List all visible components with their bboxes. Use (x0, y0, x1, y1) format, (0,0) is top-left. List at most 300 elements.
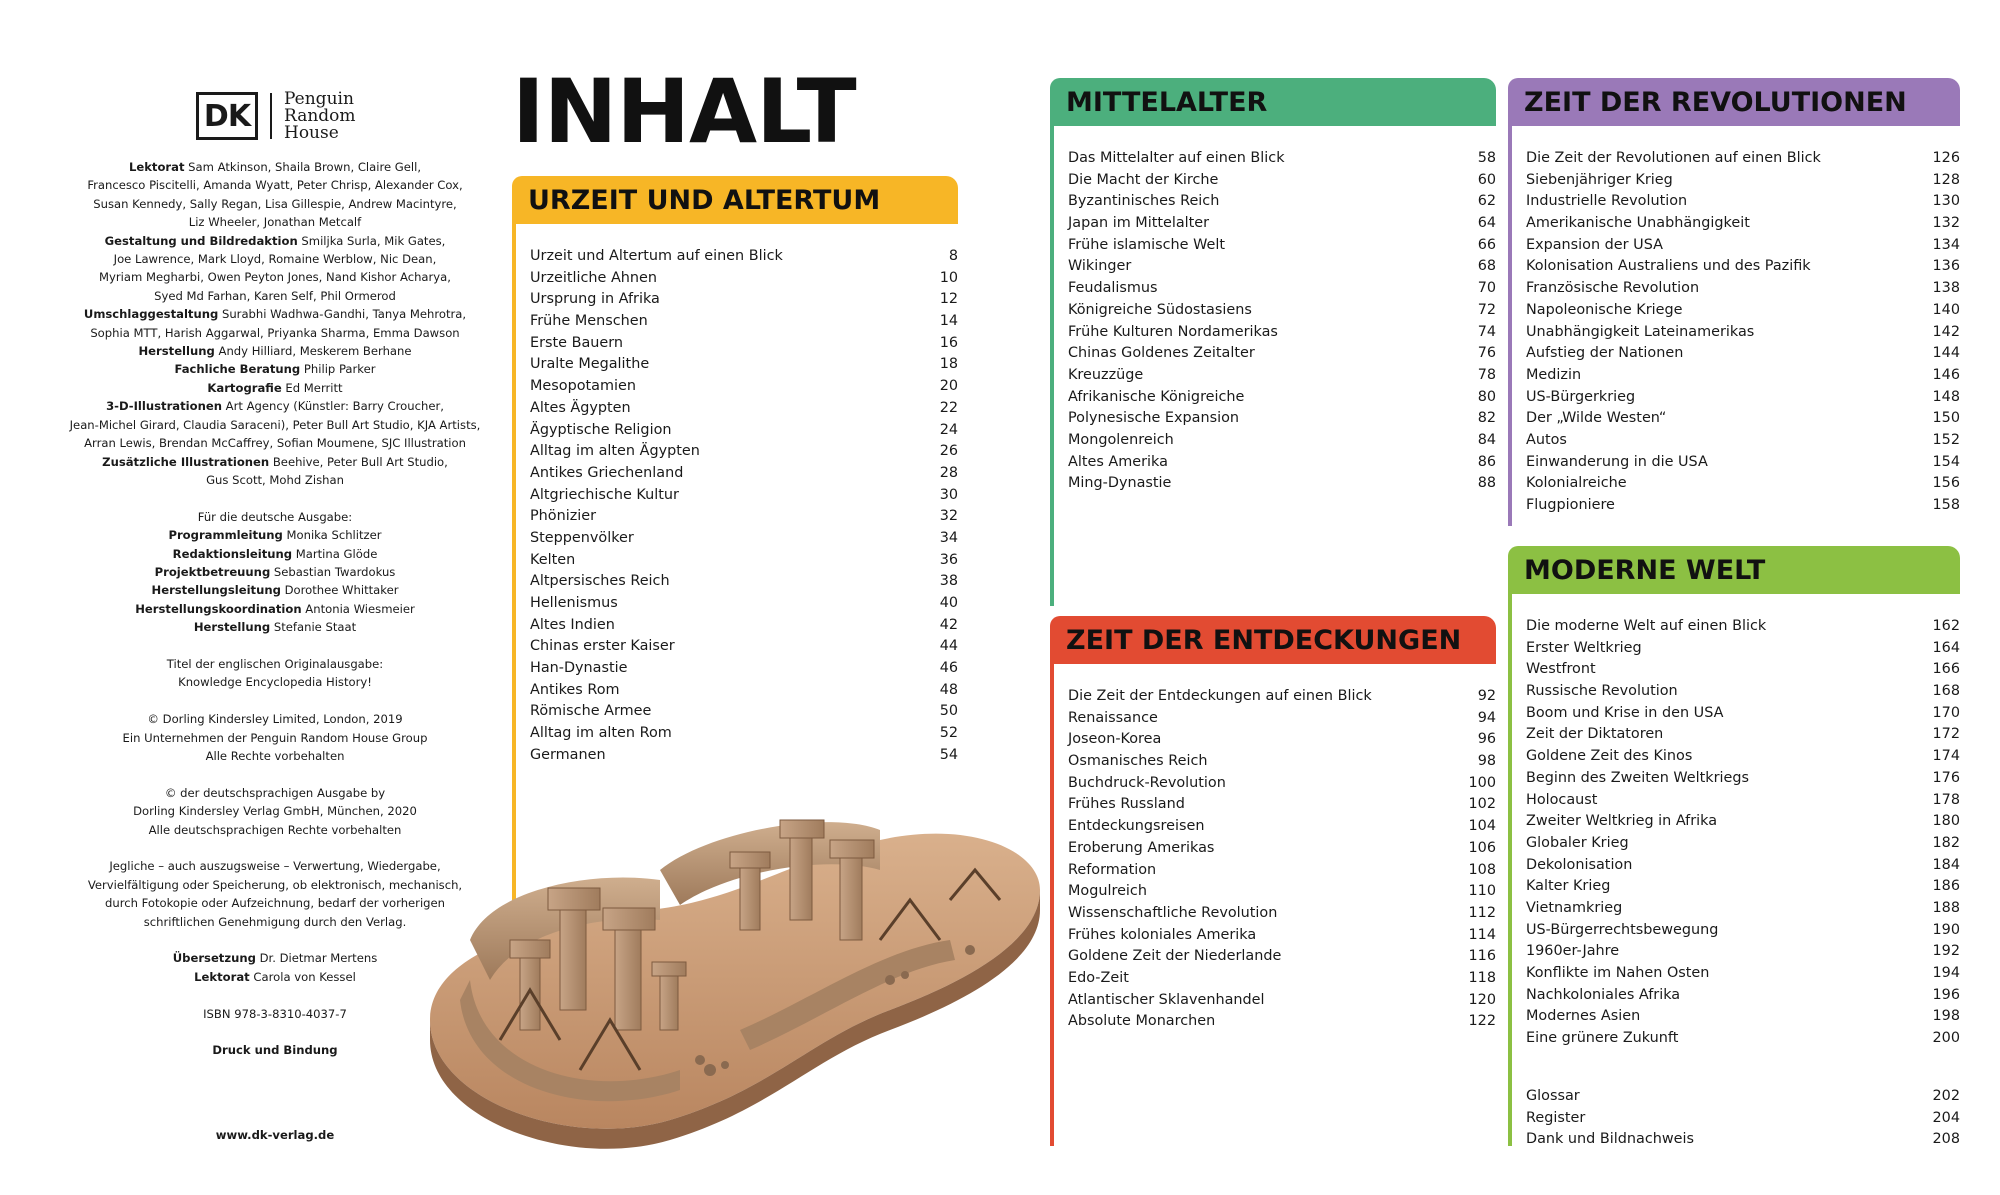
toc-entry[interactable] (1068, 278, 1496, 300)
toc-entry[interactable] (1526, 408, 1960, 430)
toc-entry[interactable] (1526, 1129, 1960, 1151)
imprint-names: Ed Merritt (281, 380, 343, 395)
toc-entry-title: 1960er-Jahre (1526, 943, 1620, 960)
toc-entry-page: 72 (1477, 301, 1496, 318)
imprint-line (60, 379, 490, 397)
logo-divider (270, 93, 272, 139)
section-heading: ZEIT DER ENTDECKUNGEN (1050, 616, 1496, 664)
imprint-names: Andy Hilliard, Meskerem Berhane (214, 344, 412, 359)
toc-entry[interactable] (1068, 925, 1496, 947)
toc-entry-page: 192 (1932, 943, 1960, 960)
imprint-line (60, 563, 490, 581)
toc-entry[interactable] (1526, 191, 1960, 213)
toc-entry-page: 202 (1932, 1088, 1960, 1104)
toc-entry-title: Phönizier (530, 508, 597, 525)
toc-entry-title: Goldene Zeit des Kinos (1526, 748, 1693, 765)
toc-entry-page: 196 (1932, 986, 1960, 1003)
toc-entry-page: 116 (1468, 948, 1496, 965)
toc-entry-title: Flugpioniere (1526, 497, 1615, 513)
imprint-line (60, 747, 490, 765)
imprint-line (60, 158, 490, 176)
toc-entry[interactable] (1526, 170, 1960, 192)
toc-entry-title: Dank und Bildnachweis (1526, 1131, 1694, 1148)
toc-entry[interactable] (1526, 638, 1960, 660)
toc-entry[interactable] (1526, 213, 1960, 235)
toc-entry[interactable] (1068, 686, 1496, 708)
toc-entry-page: 8 (948, 248, 958, 264)
toc-entry-title: Einwanderung in die USA (1526, 453, 1708, 470)
toc-entry[interactable] (530, 593, 958, 615)
toc-entry-page: 88 (1477, 475, 1496, 492)
imprint-names: Jegliche – auch auszugsweise – Verwertung, Wiedergabe, (109, 859, 441, 874)
imprint-role: Druck und Bindung (212, 1043, 338, 1058)
toc-entry[interactable] (1526, 322, 1960, 344)
imprint-names: Smiljka Surla, Mik Gates, (297, 233, 446, 248)
toc-entry-page: 30 (939, 486, 958, 503)
toc-entry-page: 94 (1477, 709, 1496, 726)
toc-entry-title: Altpersisches Reich (530, 573, 670, 590)
imprint-names: Arran Lewis, Brendan McCaffrey, Sofian Moumene, SJC Illustration (84, 436, 466, 451)
toc-entry-page: 106 (1468, 839, 1496, 856)
toc-entry[interactable] (530, 571, 958, 593)
toc-entry[interactable] (1526, 1006, 1960, 1028)
toc-entry[interactable] (1068, 170, 1496, 192)
toc-entry-page: 96 (1477, 731, 1496, 748)
toc-entry-title: Konflikte im Nahen Osten (1526, 965, 1710, 981)
imprint-role: Herstellung (138, 344, 215, 359)
toc-entry[interactable] (530, 701, 958, 723)
toc-entry-page: 164 (1932, 639, 1960, 656)
section-urzeit-und-altertum (512, 176, 958, 763)
imprint-role: Zusätzliche Illustrationen (102, 454, 270, 469)
toc-entry-page: 66 (1477, 236, 1496, 253)
toc-entry[interactable] (1526, 724, 1960, 746)
toc-entry[interactable] (1068, 946, 1496, 968)
toc-entry-page: 134 (1932, 236, 1960, 253)
toc-entry-title: Kreuzzüge (1068, 366, 1144, 383)
toc-entry-title: Autos (1526, 431, 1567, 448)
toc-entry[interactable] (1068, 387, 1496, 409)
section-rule (1508, 126, 1512, 526)
toc-entry[interactable] (1068, 794, 1496, 816)
toc-list (1068, 686, 1496, 1033)
toc-entry[interactable] (1068, 408, 1496, 430)
toc-entry-title: Reformation (1068, 861, 1157, 878)
toc-entry-title: Urzeit und Altertum auf einen Blick (530, 248, 783, 264)
toc-entry-title: Unabhängigkeit Lateinamerikas (1526, 323, 1755, 340)
toc-entry[interactable] (530, 420, 958, 442)
toc-entry[interactable] (1068, 860, 1496, 882)
imprint-names: Titel der englischen Originalausgabe: (166, 656, 384, 671)
section-heading: URZEIT UND ALTERTUM (512, 176, 958, 224)
toc-entry[interactable] (1526, 768, 1960, 790)
toc-entry[interactable] (530, 636, 958, 658)
imprint-line (60, 416, 490, 434)
imprint-names: Susan Kennedy, Sally Regan, Lisa Gillespie, Andrew Macintyre, (93, 196, 457, 211)
toc-entry[interactable] (1068, 816, 1496, 838)
toc-entry[interactable] (1526, 495, 1960, 517)
imprint-names: Dorothee Whittaker (280, 583, 399, 598)
toc-entry[interactable] (1068, 343, 1496, 365)
toc-entry-page: 86 (1477, 453, 1496, 470)
toc-entry[interactable] (1526, 855, 1960, 877)
toc-entry-title: Mogulreich (1068, 883, 1147, 900)
imprint-names: Liz Wheeler, Jonathan Metcalf (188, 215, 362, 230)
section-rule (1050, 126, 1054, 606)
toc-entry[interactable] (1526, 920, 1960, 942)
imprint-names: Surabhi Wadhwa-Gandhi, Tanya Mehrotra, (218, 307, 467, 322)
toc-entry-title: Ägyptische Religion (530, 421, 672, 438)
toc-entry[interactable] (1526, 1108, 1960, 1130)
toc-entry-title: Wissenschaftliche Revolution (1068, 904, 1278, 921)
toc-entry[interactable] (530, 376, 958, 398)
imprint-role: 3-D-Illustrationen (106, 399, 222, 414)
toc-entry-page: 152 (1932, 431, 1960, 448)
toc-entry-page: 20 (939, 378, 958, 395)
toc-entry-page: 102 (1468, 796, 1496, 813)
toc-entry-page: 140 (1932, 301, 1960, 318)
toc-entry[interactable] (530, 528, 958, 550)
toc-entry-title: Die moderne Welt auf einen Blick (1526, 618, 1767, 634)
imprint-line (60, 600, 490, 618)
toc-entry-page: 12 (939, 291, 958, 308)
imprint-role: Übersetzung (172, 951, 256, 966)
imprint-spacer (60, 489, 490, 507)
toc-entry[interactable] (1068, 990, 1496, 1012)
toc-entry[interactable] (530, 658, 958, 680)
toc-entry[interactable] (1526, 659, 1960, 681)
toc-entry[interactable] (530, 398, 958, 420)
toc-entry[interactable] (530, 745, 958, 767)
toc-entry-title: Uralte Megalithe (530, 356, 650, 373)
toc-entry[interactable] (1068, 1011, 1496, 1033)
penguin-random-house-text (284, 88, 356, 143)
toc-entry-page: 148 (1932, 388, 1960, 405)
toc-entry-title: Altes Amerika (1068, 453, 1168, 470)
toc-entry[interactable] (1526, 963, 1960, 985)
logo-text-line: House (284, 122, 339, 143)
toc-entry-page: 18 (939, 356, 958, 373)
toc-entry-page: 82 (1477, 410, 1496, 427)
toc-entry[interactable] (530, 289, 958, 311)
toc-entry-page: 44 (939, 638, 958, 655)
toc-entry[interactable] (1068, 708, 1496, 730)
imprint-names: Knowledge Encyclopedia History! (178, 675, 372, 690)
toc-entry-title: Chinas erster Kaiser (530, 638, 675, 655)
toc-entry-page: 208 (1932, 1131, 1960, 1148)
imprint-names: Martina Glöde (292, 546, 378, 561)
imprint-line (60, 324, 490, 342)
toc-entry-title: Antikes Rom (530, 681, 620, 698)
imprint-role: Umschlaggestaltung (83, 307, 219, 322)
toc-entry-title: Siebenjähriger Krieg (1526, 171, 1673, 188)
toc-entry-page: 98 (1477, 753, 1496, 770)
imprint-line (60, 232, 490, 250)
toc-entry-page: 108 (1468, 861, 1496, 878)
toc-entry-page: 62 (1477, 193, 1496, 210)
imprint-names: Ein Unternehmen der Penguin Random House Group (122, 730, 428, 745)
toc-entry-title: Ursprung in Afrika (530, 291, 660, 308)
toc-entry[interactable] (1068, 256, 1496, 278)
toc-entry-page: 50 (939, 703, 958, 720)
toc-entry-title: Die Macht der Kirche (1068, 171, 1219, 188)
toc-entry-page: 136 (1932, 258, 1960, 275)
toc-entry[interactable] (530, 550, 958, 572)
toc-entry[interactable] (1068, 903, 1496, 925)
toc-entry-title: Nachkoloniales Afrika (1526, 986, 1681, 1003)
toc-entry-title: Boom und Krise in den USA (1526, 704, 1724, 721)
imprint-line (60, 250, 490, 268)
toc-entry[interactable] (1526, 703, 1960, 725)
toc-entry[interactable] (1068, 452, 1496, 474)
toc-entry[interactable] (1068, 968, 1496, 990)
toc-entry-page: 146 (1932, 366, 1960, 383)
toc-entry-title: Der „Wilde Westen“ (1526, 410, 1667, 427)
toc-entry-title: Zeit der Diktatoren (1526, 726, 1664, 743)
toc-entry[interactable] (1526, 430, 1960, 452)
toc-entry[interactable] (530, 506, 958, 528)
toc-entry-title: Afrikanische Königreiche (1068, 388, 1245, 405)
toc-entry-title: Altes Ägypten (530, 399, 631, 416)
toc-entry-title: Zweiter Weltkrieg in Afrika (1526, 813, 1718, 830)
imprint-names: Syed Md Farhan, Karen Self, Phil Ormerod (154, 288, 396, 303)
toc-entry-title: Ming-Dynastie (1068, 475, 1172, 492)
toc-entry-page: 84 (1477, 431, 1496, 448)
toc-entry[interactable] (1526, 790, 1960, 812)
toc-entry[interactable] (1526, 473, 1960, 495)
toc-entry[interactable] (530, 311, 958, 333)
page-title: INHALT (512, 60, 856, 163)
toc-entry[interactable] (530, 268, 958, 290)
toc-entry-page: 162 (1932, 618, 1960, 634)
toc-entry[interactable] (1068, 430, 1496, 452)
imprint-line (60, 618, 490, 636)
toc-entry[interactable] (1068, 322, 1496, 344)
section-zeit-der-entdeckungen (1050, 616, 1496, 1030)
toc-entry-title: Kelten (530, 551, 576, 568)
toc-entry-title: Joseon-Korea (1068, 731, 1162, 748)
toc-entry-page: 144 (1932, 345, 1960, 362)
imprint-role: Herstellungskoordination (135, 601, 302, 616)
imprint-line (60, 176, 490, 194)
toc-entry[interactable] (1526, 746, 1960, 768)
toc-entry-page: 194 (1932, 965, 1960, 981)
toc-entry[interactable] (530, 463, 958, 485)
imprint-role: Herstellungsleitung (151, 583, 281, 598)
toc-entry[interactable] (1526, 278, 1960, 300)
toc-entry[interactable] (1068, 751, 1496, 773)
toc-entry[interactable] (1526, 300, 1960, 322)
toc-entry[interactable] (530, 333, 958, 355)
toc-entry[interactable] (1526, 1028, 1960, 1050)
toc-entry-title: Modernes Asien (1526, 1008, 1641, 1025)
toc-entry-title: Osmanisches Reich (1068, 753, 1208, 770)
toc-entry-title: Napoleonische Kriege (1526, 301, 1683, 318)
section-moderne-welt (1508, 546, 1960, 1148)
toc-entry[interactable] (1526, 343, 1960, 365)
toc-entry-page: 182 (1932, 834, 1960, 851)
toc-entry-title: Westfront (1526, 661, 1596, 678)
toc-entry-page: 204 (1932, 1109, 1960, 1126)
toc-entry-page: 70 (1477, 280, 1496, 297)
toc-entry[interactable] (530, 441, 958, 463)
toc-entry-title: Russische Revolution (1526, 683, 1678, 700)
toc-entry[interactable] (1068, 191, 1496, 213)
toc-entry-page: 142 (1932, 323, 1960, 340)
imprint-line (60, 729, 490, 747)
section-mittelalter (1050, 78, 1496, 492)
toc-entry[interactable] (1068, 300, 1496, 322)
imprint-line (60, 397, 490, 415)
toc-entry-title: Wikinger (1068, 258, 1132, 275)
toc-entry-title: Glossar (1526, 1088, 1580, 1104)
toc-entry-page: 68 (1477, 258, 1496, 275)
toc-entry[interactable] (1526, 452, 1960, 474)
toc-entry[interactable] (1068, 773, 1496, 795)
toc-entry-page: 22 (939, 399, 958, 416)
toc-entry-page: 130 (1932, 193, 1960, 210)
toc-entry-title: Absolute Monarchen (1068, 1013, 1216, 1030)
toc-entry[interactable] (1526, 985, 1960, 1007)
publisher-logo (196, 88, 356, 143)
imprint-names: Joe Lawrence, Mark Lloyd, Romaine Werblow, Nic Dean, (113, 252, 437, 267)
toc-entry[interactable] (1526, 898, 1960, 920)
imprint-line (60, 471, 490, 489)
imprint-names: Sebastian Twardokus (270, 564, 396, 579)
toc-entry[interactable] (1526, 365, 1960, 387)
toc-entry[interactable] (530, 354, 958, 376)
toc-entry-page: 14 (939, 313, 958, 330)
toc-entry[interactable] (530, 485, 958, 507)
imprint-names: Alle deutschsprachigen Rechte vorbehalten (148, 822, 402, 837)
toc-entry[interactable] (1526, 833, 1960, 855)
section-rule (1508, 594, 1512, 1146)
imprint-names: Sam Atkinson, Shaila Brown, Claire Gell, (184, 160, 422, 174)
toc-entry-title: Germanen (530, 746, 606, 763)
toc-entry-page: 168 (1932, 683, 1960, 700)
imprint-names: durch Fotokopie oder Aufzeichnung, bedarf der vorherigen (105, 896, 445, 911)
toc-entry-page: 122 (1468, 1013, 1496, 1030)
toc-entry[interactable] (1068, 729, 1496, 751)
toc-entry[interactable] (1068, 365, 1496, 387)
imprint-role: Projektbetreuung (154, 564, 271, 579)
toc-entry-title: Frühe Menschen (530, 313, 648, 330)
dk-logo-mark: DK (196, 92, 258, 140)
section-heading: MODERNE WELT (1508, 546, 1960, 594)
toc-entry-page: 172 (1932, 726, 1960, 743)
toc-entry[interactable] (1068, 881, 1496, 903)
toc-entry-page: 120 (1468, 991, 1496, 1008)
toc-entry-page: 132 (1932, 215, 1960, 232)
toc-entry-page: 40 (939, 595, 958, 611)
toc-entry[interactable] (1526, 681, 1960, 703)
imprint-line (60, 581, 490, 599)
toc-entry[interactable] (1526, 148, 1960, 170)
imprint-role: Redaktionsleitung (172, 546, 293, 561)
toc-entry[interactable] (1068, 235, 1496, 257)
toc-entry[interactable] (530, 246, 958, 268)
toc-entry[interactable] (1526, 235, 1960, 257)
toc-entry-page: 74 (1477, 323, 1496, 340)
imprint-spacer (60, 692, 490, 710)
toc-entry-page: 80 (1477, 388, 1496, 405)
toc-entry-title: Die Zeit der Revolutionen auf einen Blick (1526, 150, 1821, 166)
toc-entry[interactable] (530, 723, 958, 745)
toc-entry-page: 188 (1932, 899, 1960, 916)
toc-entry-title: US-Bürgerrechtsbewegung (1526, 921, 1719, 938)
imprint-role: Gestaltung und Bildredaktion (104, 233, 298, 248)
toc-entry[interactable] (1526, 616, 1960, 638)
toc-entry-title: Altes Indien (530, 616, 615, 633)
imprint-line (60, 526, 490, 544)
toc-entry[interactable] (530, 680, 958, 702)
toc-entry[interactable] (1068, 213, 1496, 235)
toc-entry-title: Frühe islamische Welt (1068, 236, 1225, 253)
toc-entry[interactable] (1526, 811, 1960, 833)
imprint-names: © der deutschsprachigen Ausgabe by (164, 785, 386, 800)
toc-entry-page: 52 (939, 725, 958, 742)
imprint-names: Carola von Kessel (249, 969, 356, 984)
toc-entry[interactable] (1068, 473, 1496, 495)
imprint-line (60, 710, 490, 728)
toc-entry-page: 58 (1477, 150, 1496, 166)
toc-entry[interactable] (1526, 941, 1960, 963)
toc-entry-page: 174 (1932, 748, 1960, 765)
publisher-website[interactable]: www.dk-verlag.de (215, 1128, 335, 1142)
toc-entry[interactable] (1526, 256, 1960, 278)
toc-entry-page: 100 (1468, 774, 1496, 791)
toc-entry-title: Urzeitliche Ahnen (530, 269, 658, 286)
megalith-site-illustration (410, 770, 1050, 1170)
toc-entry-title: US-Bürgerkrieg (1526, 388, 1636, 405)
toc-entry-page: 176 (1932, 769, 1960, 786)
imprint-line (60, 545, 490, 563)
imprint-role: Programmleitung (168, 528, 283, 543)
toc-entry-page: 104 (1468, 818, 1496, 835)
toc-entry-title: Erste Bauern (530, 334, 624, 351)
toc-entry-title: Altgriechische Kultur (530, 486, 679, 503)
toc-entry-title: Buchdruck-Revolution (1068, 774, 1226, 791)
toc-entry[interactable] (1068, 148, 1496, 170)
toc-entry-title: Byzantinisches Reich (1068, 193, 1220, 210)
toc-entry-title: Antikes Griechenland (530, 464, 684, 481)
toc-entry-title: Holocaust (1526, 791, 1598, 808)
toc-entry[interactable] (530, 615, 958, 637)
toc-entry[interactable] (1526, 876, 1960, 898)
toc-entry[interactable] (1526, 387, 1960, 409)
toc-entry-title: Entdeckungsreisen (1068, 818, 1205, 835)
toc-entry-page: 166 (1932, 661, 1960, 678)
toc-entry-page: 184 (1932, 856, 1960, 873)
toc-entry-title: Hellenismus (530, 595, 618, 611)
toc-entry-title: Feudalismus (1068, 280, 1158, 297)
toc-entry[interactable] (1068, 838, 1496, 860)
imprint-names: Philip Parker (300, 362, 376, 377)
toc-entry-title: Han-Dynastie (530, 660, 628, 677)
toc-entry-page: 138 (1932, 280, 1960, 297)
imprint-names: Monika Schlitzer (282, 528, 382, 543)
toc-entry-title: Polynesische Expansion (1068, 410, 1240, 427)
toc-entry-page: 126 (1932, 150, 1960, 166)
imprint-spacer (60, 637, 490, 655)
logo-text-line: Penguin (284, 88, 354, 109)
imprint-names: Stefanie Staat (270, 620, 357, 635)
imprint-line (60, 305, 490, 323)
section-rule (1050, 664, 1054, 1146)
toc-entry[interactable] (1526, 1086, 1960, 1108)
imprint-names: Für die deutsche Ausgabe: (197, 509, 353, 524)
imprint-line (60, 342, 490, 360)
